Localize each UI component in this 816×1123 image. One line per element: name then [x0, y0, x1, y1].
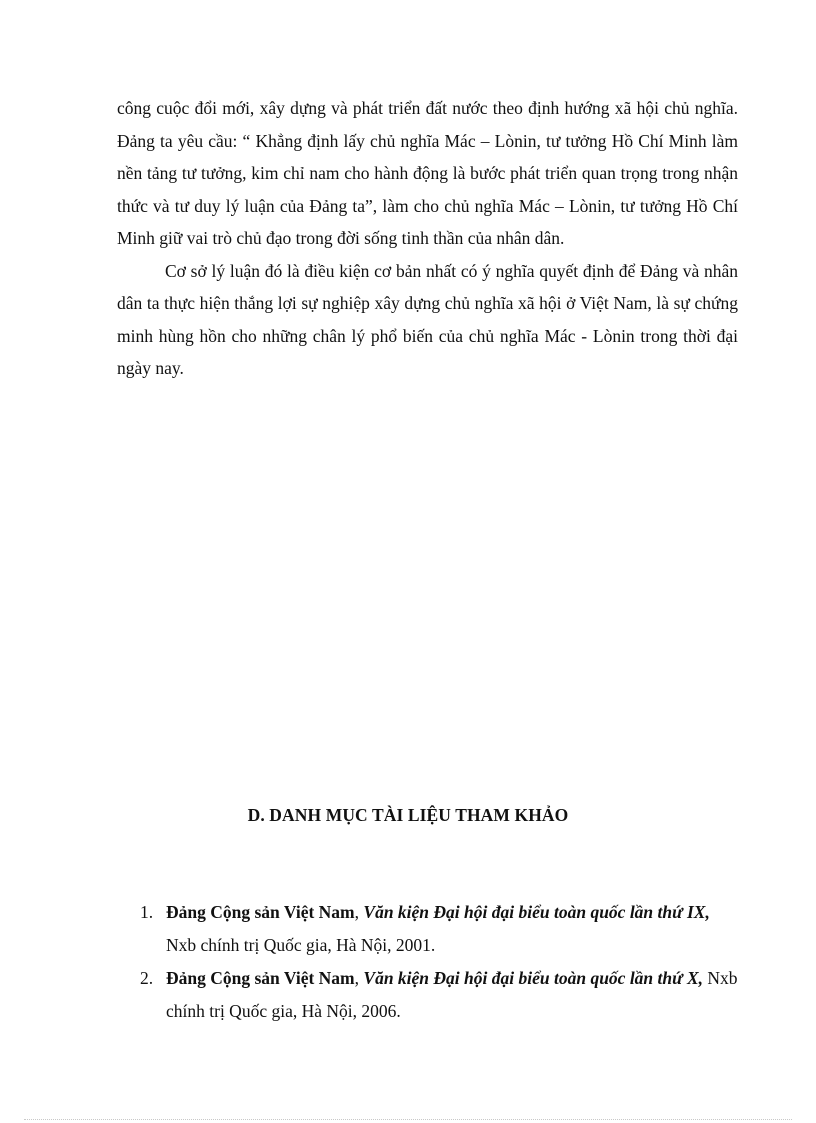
reference-title: Văn kiện Đại hội đại biểu toàn quốc lần thứ X,: [363, 968, 704, 988]
page-bottom-rule: [24, 1119, 792, 1120]
reference-author: Đảng Cộng sản Việt Nam: [166, 902, 355, 922]
paragraph-1: công cuộc đổi mới, xây dựng và phát triển đất nước theo định hướng xã hội chủ nghĩa. Đảng ta yêu cầu: “ Khẳng định lấy chủ nghĩa Mác – Lònin, tư tưởng Hồ Chí Minh làm nền tảng tư tưởng, kim chỉ nam cho hành động là bước phát triển quan trọng trong nhận thức và tư duy lý luận của Đảng ta”, làm cho chủ nghĩa Mác – Lònin, tư tưởng Hồ Chí Minh giữ vai trò chủ đạo trong đời sống tinh thần của nhân dân.: [117, 98, 738, 248]
reference-separator: ,: [354, 968, 364, 988]
reference-separator: ,: [354, 902, 364, 922]
reference-item-1: [140, 896, 740, 962]
reference-publisher: Nxb chính trị Quốc gia, Hà Nội, 2001.: [166, 935, 436, 955]
reference-title: Văn kiện Đại hội đại biểu toàn quốc lần thứ IX,: [363, 902, 710, 922]
reference-item-2: [140, 962, 740, 1028]
paragraph-2: Cơ sở lý luận đó là điều kiện cơ bản nhất có ý nghĩa quyết định để Đảng và nhân dân ta thực hiện thắng lợi sự nghiệp xây dựng chủ nghĩa xã hội ở Việt Nam, là sự chứng minh hùng hồn cho những chân lý phổ biến của chủ nghĩa Mác - Lònin trong thời đại ngày nay.: [117, 260, 738, 378]
reference-number: 1.: [140, 902, 154, 922]
reference-publisher: Nxb chính trị Quốc gia, Hà Nội, 2006.: [166, 968, 738, 1021]
body-text: [117, 92, 738, 385]
reference-list: [140, 896, 740, 1028]
reference-number: 2.: [140, 968, 154, 988]
reference-author: Đảng Cộng sản Việt Nam: [166, 968, 355, 988]
references-heading: D. DANH MỤC TÀI LIỆU THAM KHẢO: [247, 805, 569, 825]
